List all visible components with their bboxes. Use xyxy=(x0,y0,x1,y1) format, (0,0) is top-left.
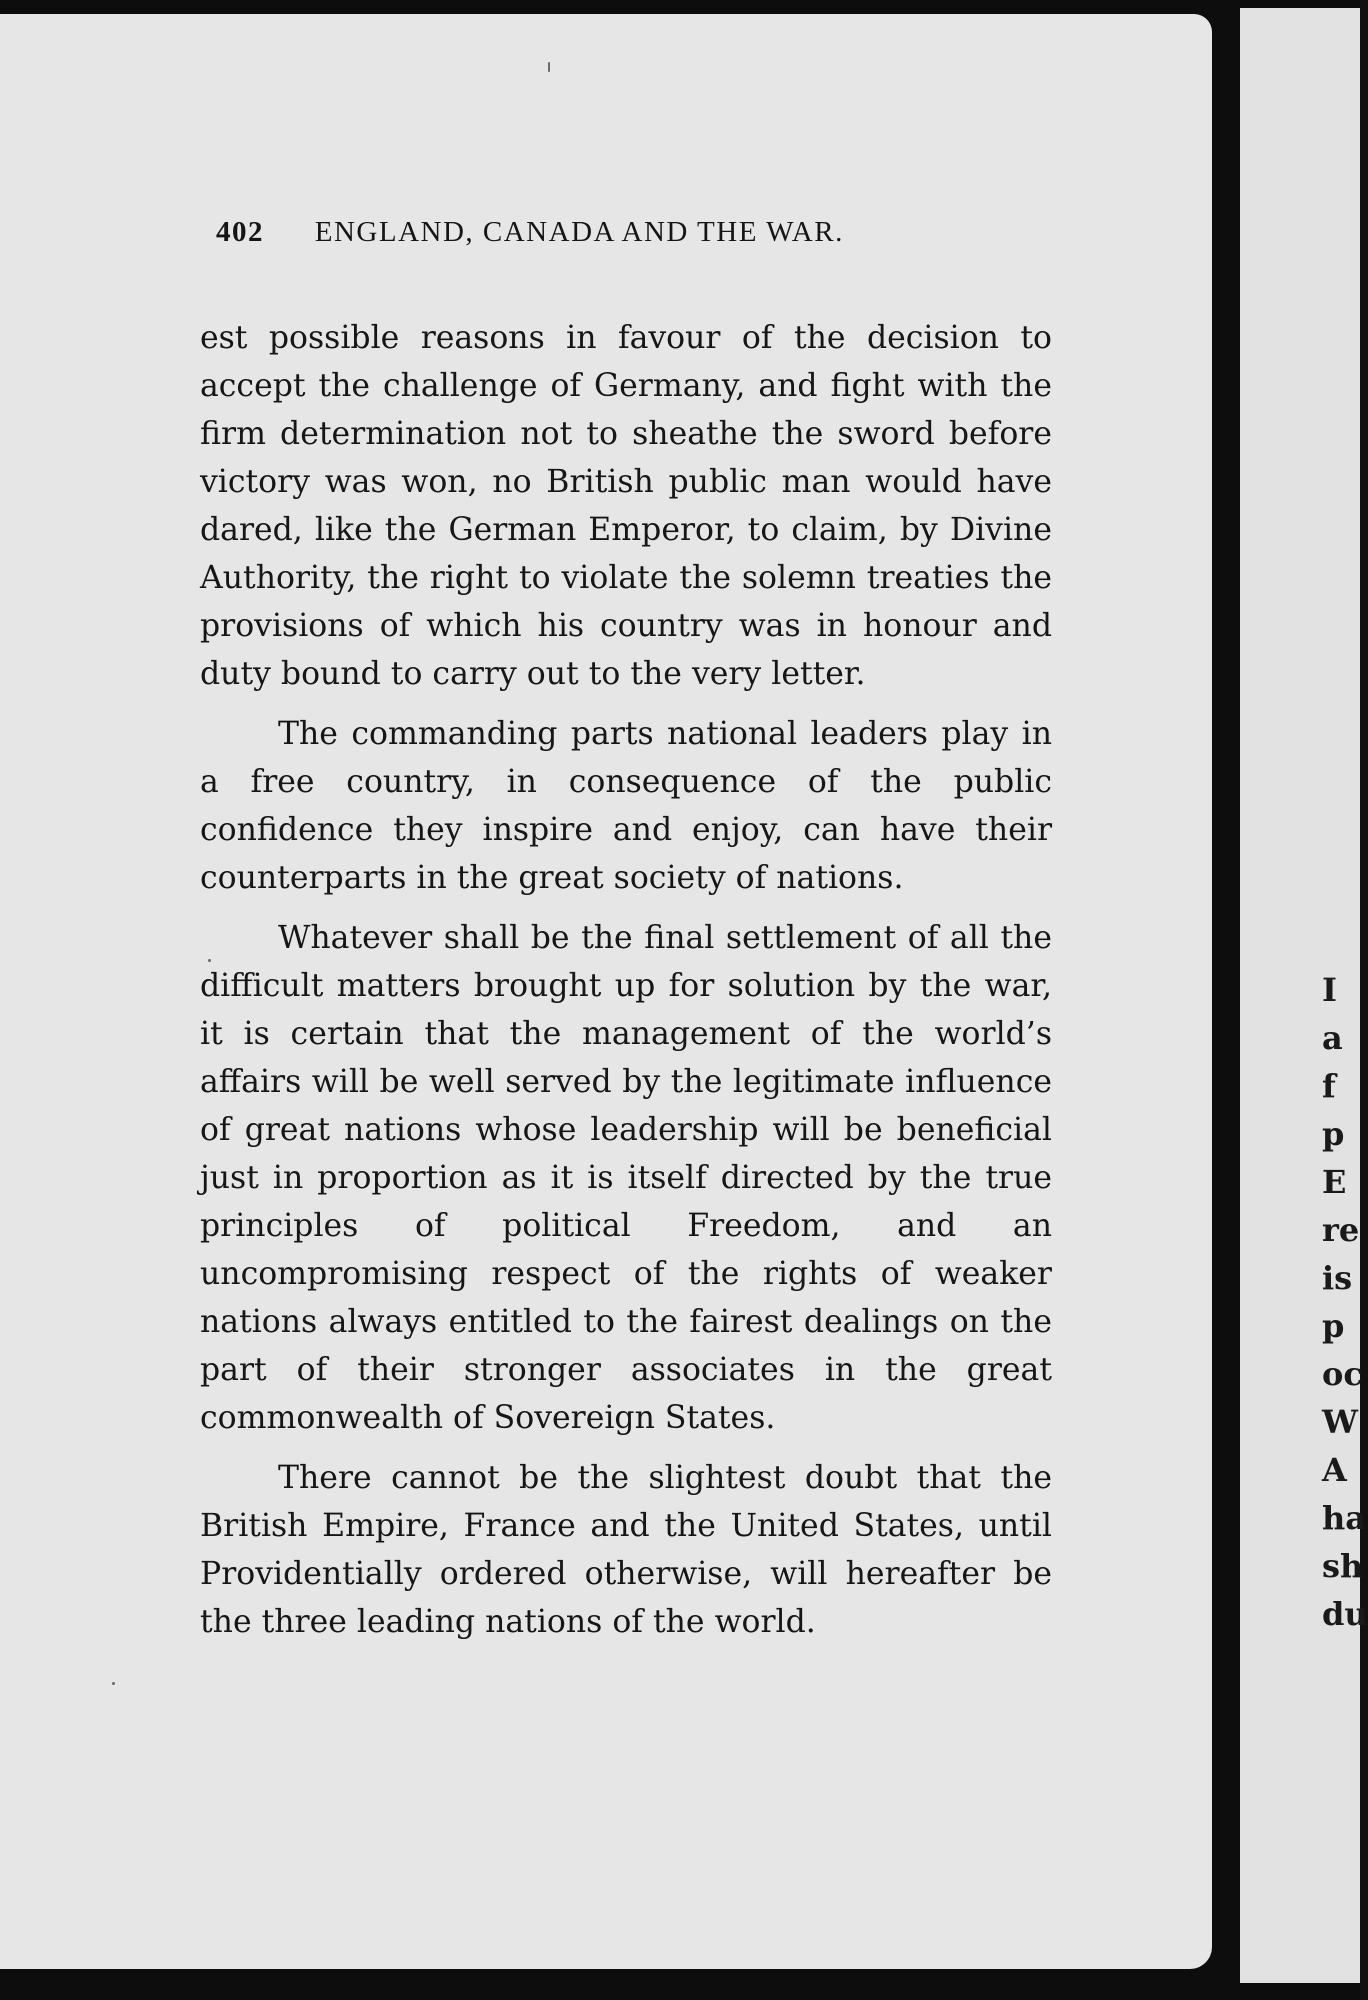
paragraph-1: est possible reasons in favour of the decision to accept the challenge of Germany, and fight with the firm determination not to sheathe the sword before victory was won, no British public man would have dared, like the German Emperor, to claim, by Divine Authority, the right to violate the solemn treaties the provisions of which his country was in honour and duty bound to carry out to the very letter. xyxy=(200,320,1052,692)
running-title: ENGLAND, CANADA AND THE WAR. xyxy=(314,216,844,248)
book-gutter xyxy=(1212,0,1240,2000)
paragraph-4: There cannot be the slightest doubt that the British Empire, France and the United States, until Providentially ordered otherwise, will hereafter be the three leading nations of the world. xyxy=(200,1460,1052,1640)
page-number: 402 xyxy=(216,216,264,248)
paper-speck xyxy=(112,1682,115,1685)
facing-fragment: sh xyxy=(1322,1547,1364,1585)
facing-fragment: re xyxy=(1322,1211,1360,1249)
facing-fragment: I xyxy=(1322,971,1337,1009)
facing-fragment: p xyxy=(1322,1307,1345,1345)
paper-speck xyxy=(208,959,211,962)
facing-fragment: oc xyxy=(1322,1355,1363,1393)
facing-fragment: E xyxy=(1322,1163,1347,1201)
facing-fragment: f xyxy=(1322,1067,1336,1105)
left-page xyxy=(0,14,1212,1969)
facing-fragment: a xyxy=(1322,1019,1343,1057)
facing-page-text-fragments xyxy=(1322,966,1368,1638)
facing-fragment: A xyxy=(1322,1451,1347,1489)
running-header xyxy=(216,216,976,249)
facing-fragment: is xyxy=(1322,1259,1353,1297)
facing-fragment: p xyxy=(1322,1115,1345,1153)
facing-fragment: du xyxy=(1322,1595,1368,1633)
paragraph-3: Whatever shall be the final settlement of all the difficult matters brought up for solution by the war, it is certain that the management of the world’s affairs will be well served by the legitimate influence of great nations whose leadership will be beneficial just in proportion as it is itself directed by the true principles of political Freedom, and an uncompromising respect of the rights of weaker nations always entitled to the fairest dealings on the part of their stronger associates in the great commonwealth of Sovereign States. xyxy=(200,920,1052,1436)
facing-fragment: W xyxy=(1322,1403,1358,1441)
paper-speck xyxy=(548,62,550,72)
facing-fragment: ha xyxy=(1322,1499,1366,1537)
body-text xyxy=(200,314,1052,1658)
paragraph-2: The commanding parts national leaders play in a free country, in consequence of the public confidence they inspire and enjoy, can have their counterparts in the great society of nations. xyxy=(200,716,1052,896)
